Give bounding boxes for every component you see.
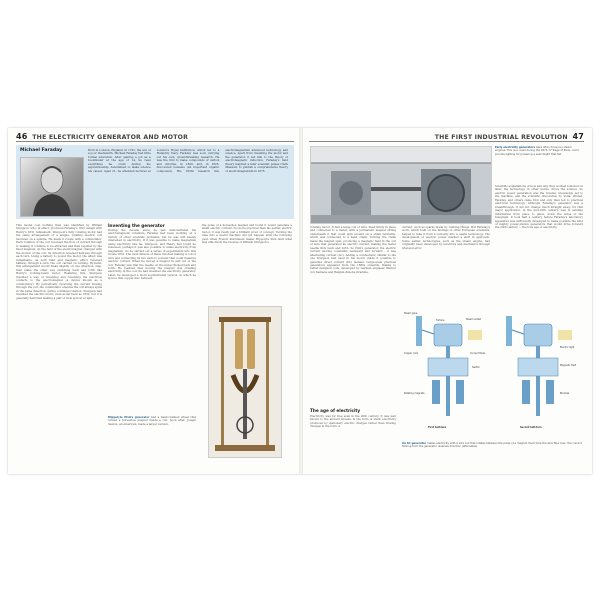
left-column-2: During the decade since he last demonstrated his electromagnetic rotations, Faraday had been working on a variety of other scientific problems, but he was still keenly interested in electricity. If it was possible to make magnetism using electricity like he, Sturgeon, and Henry had found he reasoned, perhaps it was also possible to make electricity from magnetism. So he carried out a series of experiments into this in late 1831. The most famous of these involved making a coil of wire and connecting its two ends to a meter that could measure electric current. When he moved a magnet in and out of the coil, Faraday saw that the needle on the meter flicked back and forth. He realized that moving the magnet was creating electricity in the coil; he had invented the electricity generator. Later, he developed a more sophisticated version, in which he spun a thin copper disc between xyxy=(108,229,196,281)
second-half-turn-label: Second half-turn xyxy=(520,426,542,429)
diagram-label: Turbine xyxy=(436,319,445,322)
faraday-biography-box xyxy=(16,145,294,219)
diagram-label: Brushes xyxy=(560,392,570,395)
pixii-caption-lead: Hippolyte Pixii's generator xyxy=(108,416,150,419)
right-column-2: current, such as sparks made by rubbing things. But Faraday's work, which built on the findings of other European scientists, helped to take it from a curiosity into a useful technology. The development of electric power marked a shift in approach. Some earlier technologies, such as the steam engine, had originally been developed by inventors and mechanics through trial and error. xyxy=(402,226,490,250)
steam-caption-text: were often driven by steam engines. This one, used during the 1875-77 Siege of Paris, could provide lighting for powering a searchlight that fell. xyxy=(495,146,579,156)
steam-generator-icon xyxy=(311,147,491,223)
pixii-caption xyxy=(108,416,196,468)
age-of-electricity-subhead: The age of electricity xyxy=(310,408,361,413)
right-page-header xyxy=(435,132,584,141)
diagram-label: Steam outlet xyxy=(466,318,481,321)
faraday-portrait xyxy=(20,157,84,217)
biography-title: Michael Faraday xyxy=(20,148,63,153)
steam-generator-photo xyxy=(310,146,492,224)
book-gutter xyxy=(299,128,303,474)
diagram-label: Current flows xyxy=(470,352,486,355)
biography-text: Born in London, England, in 1791, the son of a poor blacksmith, Michael Faraday had little formal education. After gaining a job as a bookbinder at the age of 14, he read everything he could during his apprenticeship, determined to make science his career. Aged 21, he attended lectures at London's Royal Institution, which led to a Humphry Davy. Faraday was soon carrying out his own, groundbreaking research. He was the first to make compounds of carbon and chlorine, in 1820, and, in 1825, discovered benzene (an important organic compound). His 1830s research into electromagnetism advanced technology and science. Apart from inventing the motor and the generator, it led him to the theory of electromagnetic induction. Faraday's field theory inspired a later scientist, James Clerk Maxwell, to publish a comprehensive theory of electromagnetism in 1873. xyxy=(88,149,288,173)
right-header-title: THE FIRST INDUSTRIAL REVOLUTION xyxy=(434,134,568,141)
ac-caption-text: makes electricity with a wire coil that rotates between the poles of a magnet. Each time the wire flips over, the current flowing from the generator reverses direction (alternates). xyxy=(402,442,582,449)
ac-generator-diagram xyxy=(402,310,584,440)
diagram-label: Rotating magnets xyxy=(404,392,425,395)
pixii-generator-photo xyxy=(208,306,282,458)
left-page-header xyxy=(16,132,188,141)
right-header-rule xyxy=(309,141,584,142)
left-column-3: the poles of a horseshoe magnet and found it would generate a small electric current. No more practical than his earlier electric motor, it was really just a brilliant proof of concept. Turning the idea into a useful machine did not happen until the following year, when French instrument maker Hippolyte Pixii built what was effectively the reverse of William Sturgeon's xyxy=(202,224,292,245)
pixii-caption-text: had a hand-cranked wheel that turned a horseshoe magnet inside a coil. Soon after, Joseph Saxton, an American, made a larger version. xyxy=(108,416,196,426)
diagram-label: Magnetic field xyxy=(560,364,577,367)
ac-caption-lead: An AC generator xyxy=(402,442,427,445)
diagram-label: Electric light xyxy=(560,346,575,349)
left-page-number: 46 xyxy=(16,132,28,141)
right-side-text: Scientific explanations of how and why they worked followed on later, the technology, in other words, drove the science. So electric power generation was the reverse: knowledge led to the machine, and the scientific discoveries by Volta, Ørsted, Faraday, and others came first and only then led to practical electrical technology. Although Faraday's generator was a breakthrough, it did not change much straight away; for that major application, in the mid-19th century, was in sending information from place to place, down the wires of the telegraph. It took half a century before Faraday's laboratory apparatus was sufficiently developed to make possible the kind of mighty power-station generators that would drive forward the 20th century — the true age of electricity. xyxy=(495,185,583,230)
steam-caption-lead: Early electricity generators xyxy=(495,146,535,149)
book-spread xyxy=(8,128,592,474)
first-half-turn-label: First half-turn xyxy=(428,426,447,429)
inventing-generator-subhead: Inventing the generator xyxy=(108,223,165,228)
ac-generator-diagram-icon xyxy=(402,310,584,440)
steam-photo-caption xyxy=(495,146,583,182)
right-column-1b: Electricity was for free even in the 20th century. It was well known to the ancient Greeks, in the form of static electricity produced by stationary electric charges rather than flowing charges in the form of xyxy=(310,415,396,429)
left-header-title: THE ELECTRICITY GENERATOR AND MOTOR xyxy=(32,134,189,141)
diagram-label: Switch xyxy=(472,366,480,369)
portrait-image-icon xyxy=(21,158,83,216)
diagram-label: Steam pipe xyxy=(404,312,418,315)
diagram-label: Copper coils xyxy=(404,352,419,355)
right-page-number: 47 xyxy=(572,132,584,141)
left-column-1: This model cost nothing then was identified by William Sturgeon, who, in effect, produced Faraday's 1821 design with Henry's 1831 refinement. Sturgeon's fully rotating motor had the same arrangement of a simple, rotating electric coil mounted on a spindle. He made it rotate with a commutator. Each rotation of the coil reversed the flow of current through it, making it continue to be attracted and then repelled by the fixed magnets. As the field of the electromagnet changed with the motion of the coil, its direction reversed half-way through each turn. Using a battery to power the motor, the effect was remarkable. As both field and magnetic effect reversed halfway through a turn, the coil carried on turning. By-hand, this arrangement would make slightly on one direction, step, then make the other way switching back and forth like Henry's rocking-beam motor. Realizing this, Sturgeon invented a way of reversing and reversing the electrical contacts to the electromagnet (a device known as a commutator). By periodically reversing the current flowing through the coil, the commutator ensures the coil always spins in the same direction, giving continual rotation. Sturgeon had invented the electric motor, even as far back as 1832, but it is generally held that making a pair of rival spin at a right... xyxy=(16,224,102,300)
ac-generator-caption xyxy=(402,442,584,468)
right-column-1: rotating motor. It had a large coil of wire, fixed firmly in place and connected to a meter, with a permanent magnet sitting underneath it that could spin around on a small turntable, which was connected to a hand crank. Turning the crank made the magnet spin, producing a magnetic field in the coil of wire that generated an electric current, making the meter needle flick back and forth. So Pixii's generator, the electric current moving constantly backward and forward - it was alternating current (AC). Adding a commutator, similar to the one Sturgeon had used in his motor, made it possible to generate direct current (DC) instead. Large-scale practical generators appeared from the 1860s onwards, thanks to better-designed coils, developed by German engineer Werner von Siemens and Belgian Zénobe Gramme. xyxy=(310,226,396,274)
pixii-generator-icon xyxy=(209,307,281,457)
left-header-rule xyxy=(16,141,294,142)
